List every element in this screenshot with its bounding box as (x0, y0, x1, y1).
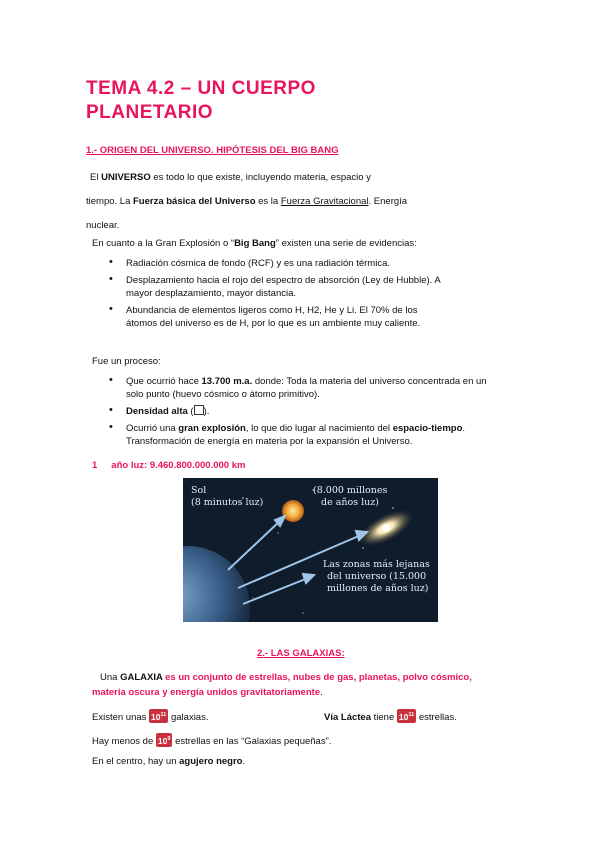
term-fuerza-gravitacional: Fuerza Gravitacional (280, 196, 369, 207)
evidence-item: • Radiación cósmica de fondo (RCF) y es una radiación térmica. (106, 257, 451, 270)
power-badge (149, 709, 168, 723)
badge-exponent: 11 (408, 712, 415, 718)
evidence-list (106, 257, 451, 334)
power-badge (397, 709, 416, 723)
text: galaxias. (168, 711, 209, 723)
term-universo: UNIVERSO (101, 172, 151, 183)
text: Ocurrió una (126, 423, 179, 434)
text: El (90, 172, 102, 183)
far-label-1: Las zonas más lejanas (323, 559, 430, 570)
big-bang-intro (92, 237, 417, 250)
definition-highlight: materia oscura y energía unidos gravitatoriamente (92, 687, 321, 698)
process-item (106, 375, 491, 401)
sol-distance-label: (8 minutos luz) (191, 497, 264, 508)
term-big-bang: Big Bang (234, 238, 276, 249)
small-galaxies-line (92, 733, 331, 748)
light-year-text: año luz: 9.460.800.000.000 km (111, 460, 246, 471)
section-1-heading: 1.- ORIGEN DEL UNIVERSO. HIPÓTESIS DEL BIG BANG (86, 145, 339, 156)
milky-way-line (324, 709, 457, 724)
universe-illustration (183, 478, 438, 622)
text: Hay menos de (92, 735, 156, 747)
text: donde: Toda la materia del universo concentrada en un solo punto (huevo cósmico o átomo primitivo). (126, 376, 487, 400)
process-intro: Fue un proceso: (92, 356, 161, 367)
term-espacio-tiempo: espacio-tiempo (392, 423, 463, 434)
galaxy-definition (92, 670, 512, 700)
process-item (106, 422, 491, 448)
text: estrellas en las “Galaxias pequeñas”. (172, 735, 332, 747)
text: . (242, 756, 246, 767)
text: ” existen una serie de evidencias: (275, 238, 417, 249)
page-title (86, 77, 316, 125)
title-line-1: TEMA 4.2 – UN CUERPO (86, 78, 316, 99)
text: Existen unas (92, 711, 150, 723)
badge-exponent: 9 (167, 736, 171, 742)
term-agujero-negro: agujero negro (179, 756, 243, 767)
badge-base: 10 (157, 735, 168, 746)
text: nuclear. (86, 220, 120, 231)
term-densidad: Densidad alta (126, 406, 188, 417)
evidence-item: • Abundancia de elementos ligeros como H, H2, He y Li. El 70% de los átomos del universo es de H, por lo que es un ambiente muy caliente. (106, 304, 451, 330)
power-badge (156, 733, 173, 747)
infinity-icon (194, 405, 204, 415)
definition-highlight: es un conjunto de estrellas, nubes de gas, planetas, polvo cósmico, (162, 672, 472, 683)
process-item (106, 405, 491, 418)
text: es la (255, 196, 281, 207)
text: En el centro, hay un (92, 756, 180, 767)
text: estrellas. (416, 711, 457, 723)
sun-icon (282, 500, 304, 522)
term-gran-explosion: gran explosión (178, 423, 246, 434)
galaxy-label: (8.000 millones (313, 485, 388, 496)
text: En cuanto a la Gran Explosión o “ (92, 238, 235, 249)
badge-exponent: 11 (160, 712, 167, 718)
badge-base: 10 (398, 711, 409, 722)
text: ). (203, 406, 210, 417)
galaxy-distance-label: de años luz) (321, 497, 379, 508)
light-year-number: 1 (92, 460, 98, 471)
galaxy-count-line (92, 709, 208, 724)
text: . Transformación de energía en materia por la expansión el Universo. (126, 423, 466, 447)
far-label-2: del universo (15.000 (327, 571, 427, 582)
text: tiene (371, 711, 397, 723)
term-galaxia: GALAXIA (120, 672, 163, 683)
section-2-heading: 2.- LAS GALAXIAS: (257, 648, 345, 659)
text: . (320, 687, 323, 698)
badge-base: 10 (151, 711, 161, 722)
text: , lo que dio lugar al nacimiento del (245, 423, 393, 434)
title-line-2: PLANETARIO (86, 102, 214, 123)
process-list (106, 375, 491, 452)
text: es todo lo que existe, incluyendo materia, espacio y (150, 172, 371, 183)
term-age: 13.700 m.a. (201, 376, 253, 387)
sol-label: Sol (191, 485, 207, 496)
term-via-lactea: Vía Láctea (324, 711, 371, 723)
light-year-line (92, 459, 245, 472)
universe-definition (86, 166, 416, 238)
text: tiempo. La (86, 196, 133, 207)
text: Una (100, 672, 121, 683)
far-label-3: millones de años luz) (327, 583, 429, 594)
black-hole-line (92, 755, 245, 768)
universe-image (183, 478, 438, 622)
text: . Energía (368, 196, 408, 207)
evidence-item: • Desplazamiento hacia el rojo del espectro de absorción (Ley de Hubble). A mayor desplazamiento, mayor distancia. (106, 274, 451, 300)
text: Que ocurrió hace (126, 376, 202, 387)
text: ( (187, 406, 194, 417)
term-fuerza-basica: Fuerza básica del Universo (133, 196, 256, 207)
